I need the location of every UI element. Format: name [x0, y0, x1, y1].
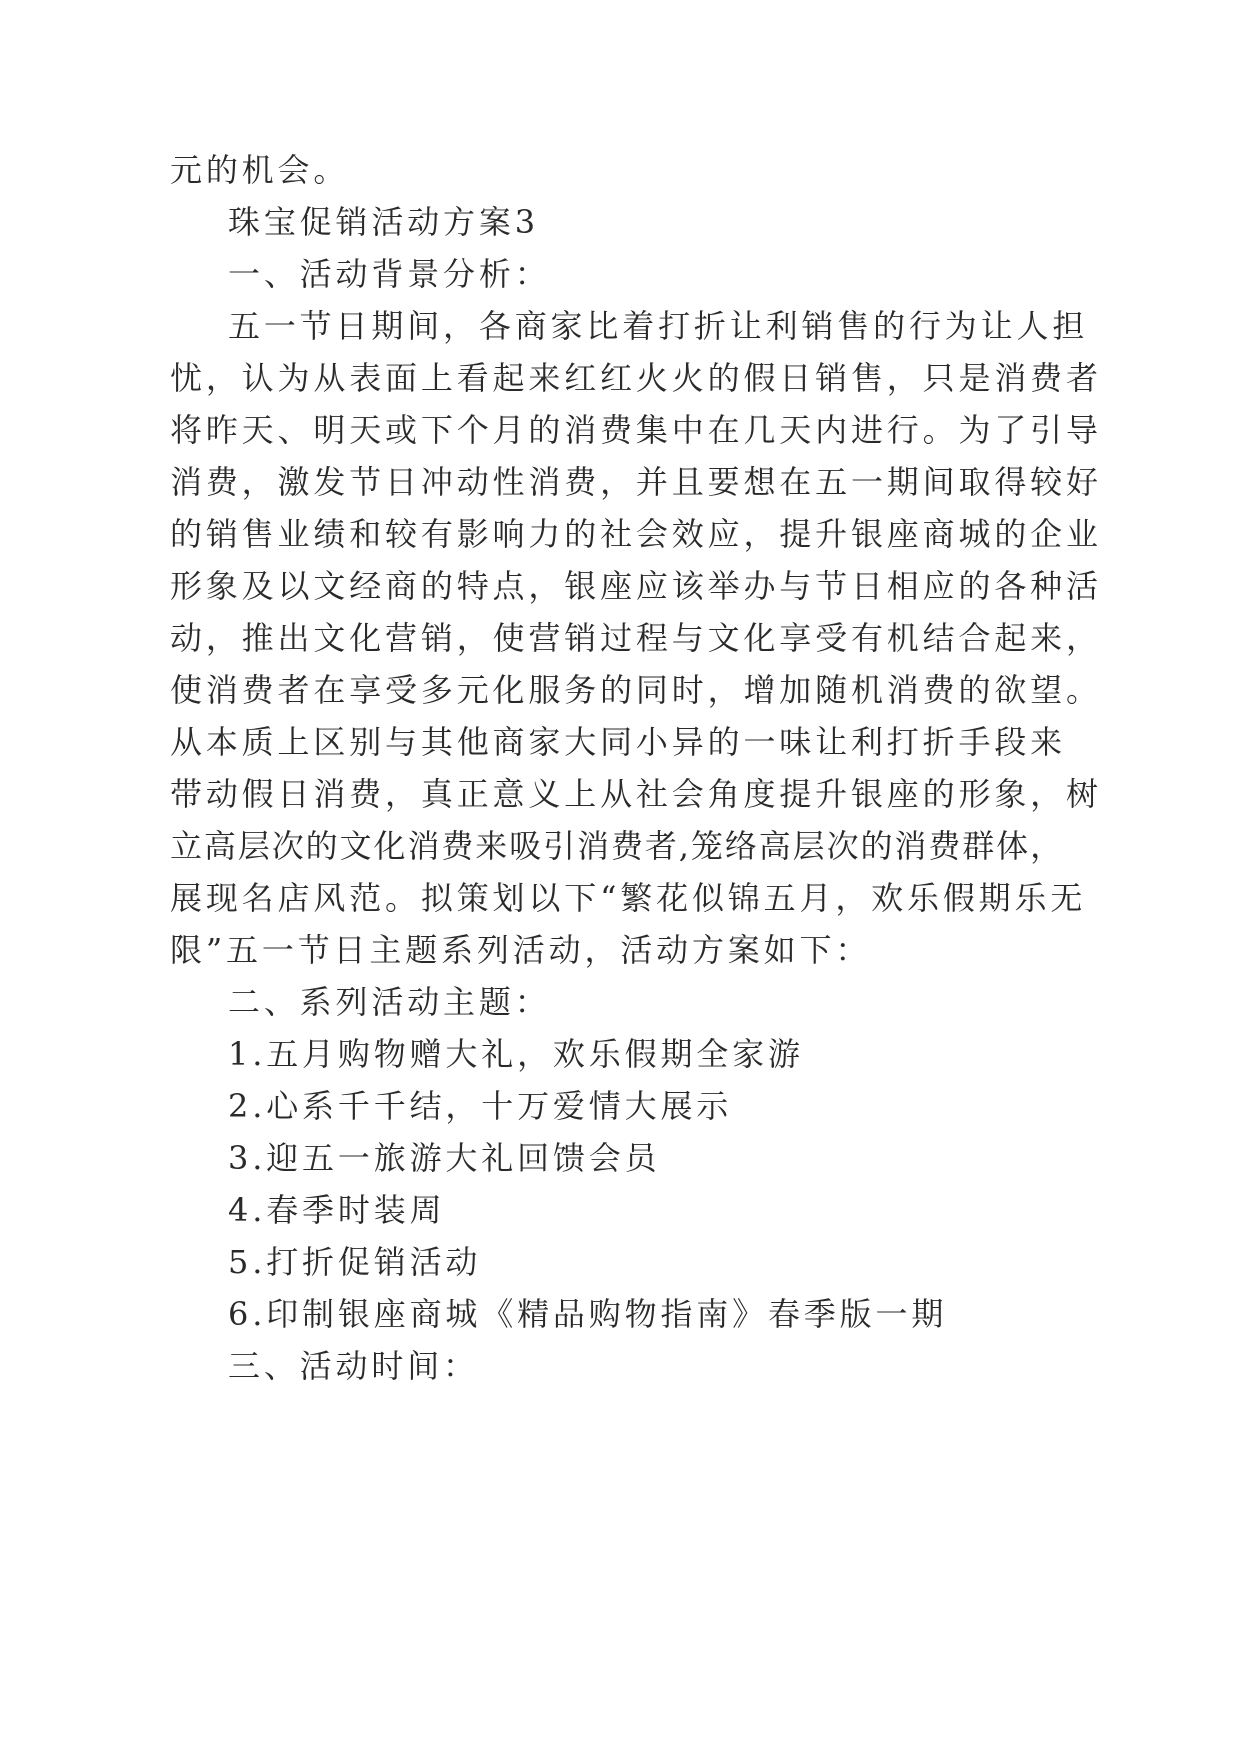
paragraph-line: 使消费者在享受多元化服务的同时，增加随机消费的欲望。 [170, 671, 1102, 709]
heading-activity-time: 三、活动时间： [228, 1347, 479, 1385]
theme-item: 1.五月购物赠大礼，欢乐假期全家游 [228, 1035, 804, 1073]
paragraph-line: 忧，认为从表面上看起来红红火火的假日销售，只是消费者 [170, 359, 1102, 397]
paragraph-line: 的销售业绩和较有影响力的社会效应，提升银座商城的企业 [170, 515, 1102, 553]
theme-item: 5.打折促销活动 [228, 1243, 482, 1281]
theme-item: 6.印制银座商城《精品购物指南》春季版一期 [228, 1295, 948, 1333]
section-title: 珠宝促销活动方案3 [228, 203, 539, 241]
paragraph-line: 动，推出文化营销，使营销过程与文化享受有机结合起来， [170, 619, 1102, 657]
paragraph-line: 带动假日消费，真正意义上从社会角度提升银座的形象，树 [170, 775, 1102, 813]
heading-background-analysis: 一、活动背景分析： [228, 255, 551, 293]
paragraph-line: 将昨天、明天或下个月的消费集中在几天内进行。为了引导 [170, 411, 1102, 449]
heading-series-themes: 二、系列活动主题： [228, 983, 551, 1021]
theme-item: 2.心系千千结，十万爱情大展示 [228, 1087, 733, 1125]
paragraph-line: 消费，激发节日冲动性消费，并且要想在五一期间取得较好 [170, 463, 1102, 501]
paragraph-line: 立高层次的文化消费来吸引消费者,笼络高层次的消费群体， [170, 827, 1065, 865]
theme-item: 3.迎五一旅游大礼回馈会员 [228, 1139, 661, 1177]
paragraph-line: 从本质上区别与其他商家大同小异的一味让利打折手段来 [170, 723, 1067, 761]
text-line: 元的机会。 [170, 151, 350, 189]
paragraph-line: 展现名店风范。拟策划以下“繁花似锦五月，欢乐假期乐无 [170, 879, 1087, 917]
paragraph-line: 五一节日期间，各商家比着打折让利销售的行为让人担 [228, 307, 1089, 345]
paragraph-line: 形象及以文经商的特点，银座应该举办与节日相应的各种活 [170, 567, 1102, 605]
paragraph-line: 限”五一节日主题系列活动，活动方案如下： [170, 931, 872, 969]
theme-item: 4.春季时装周 [228, 1191, 446, 1229]
